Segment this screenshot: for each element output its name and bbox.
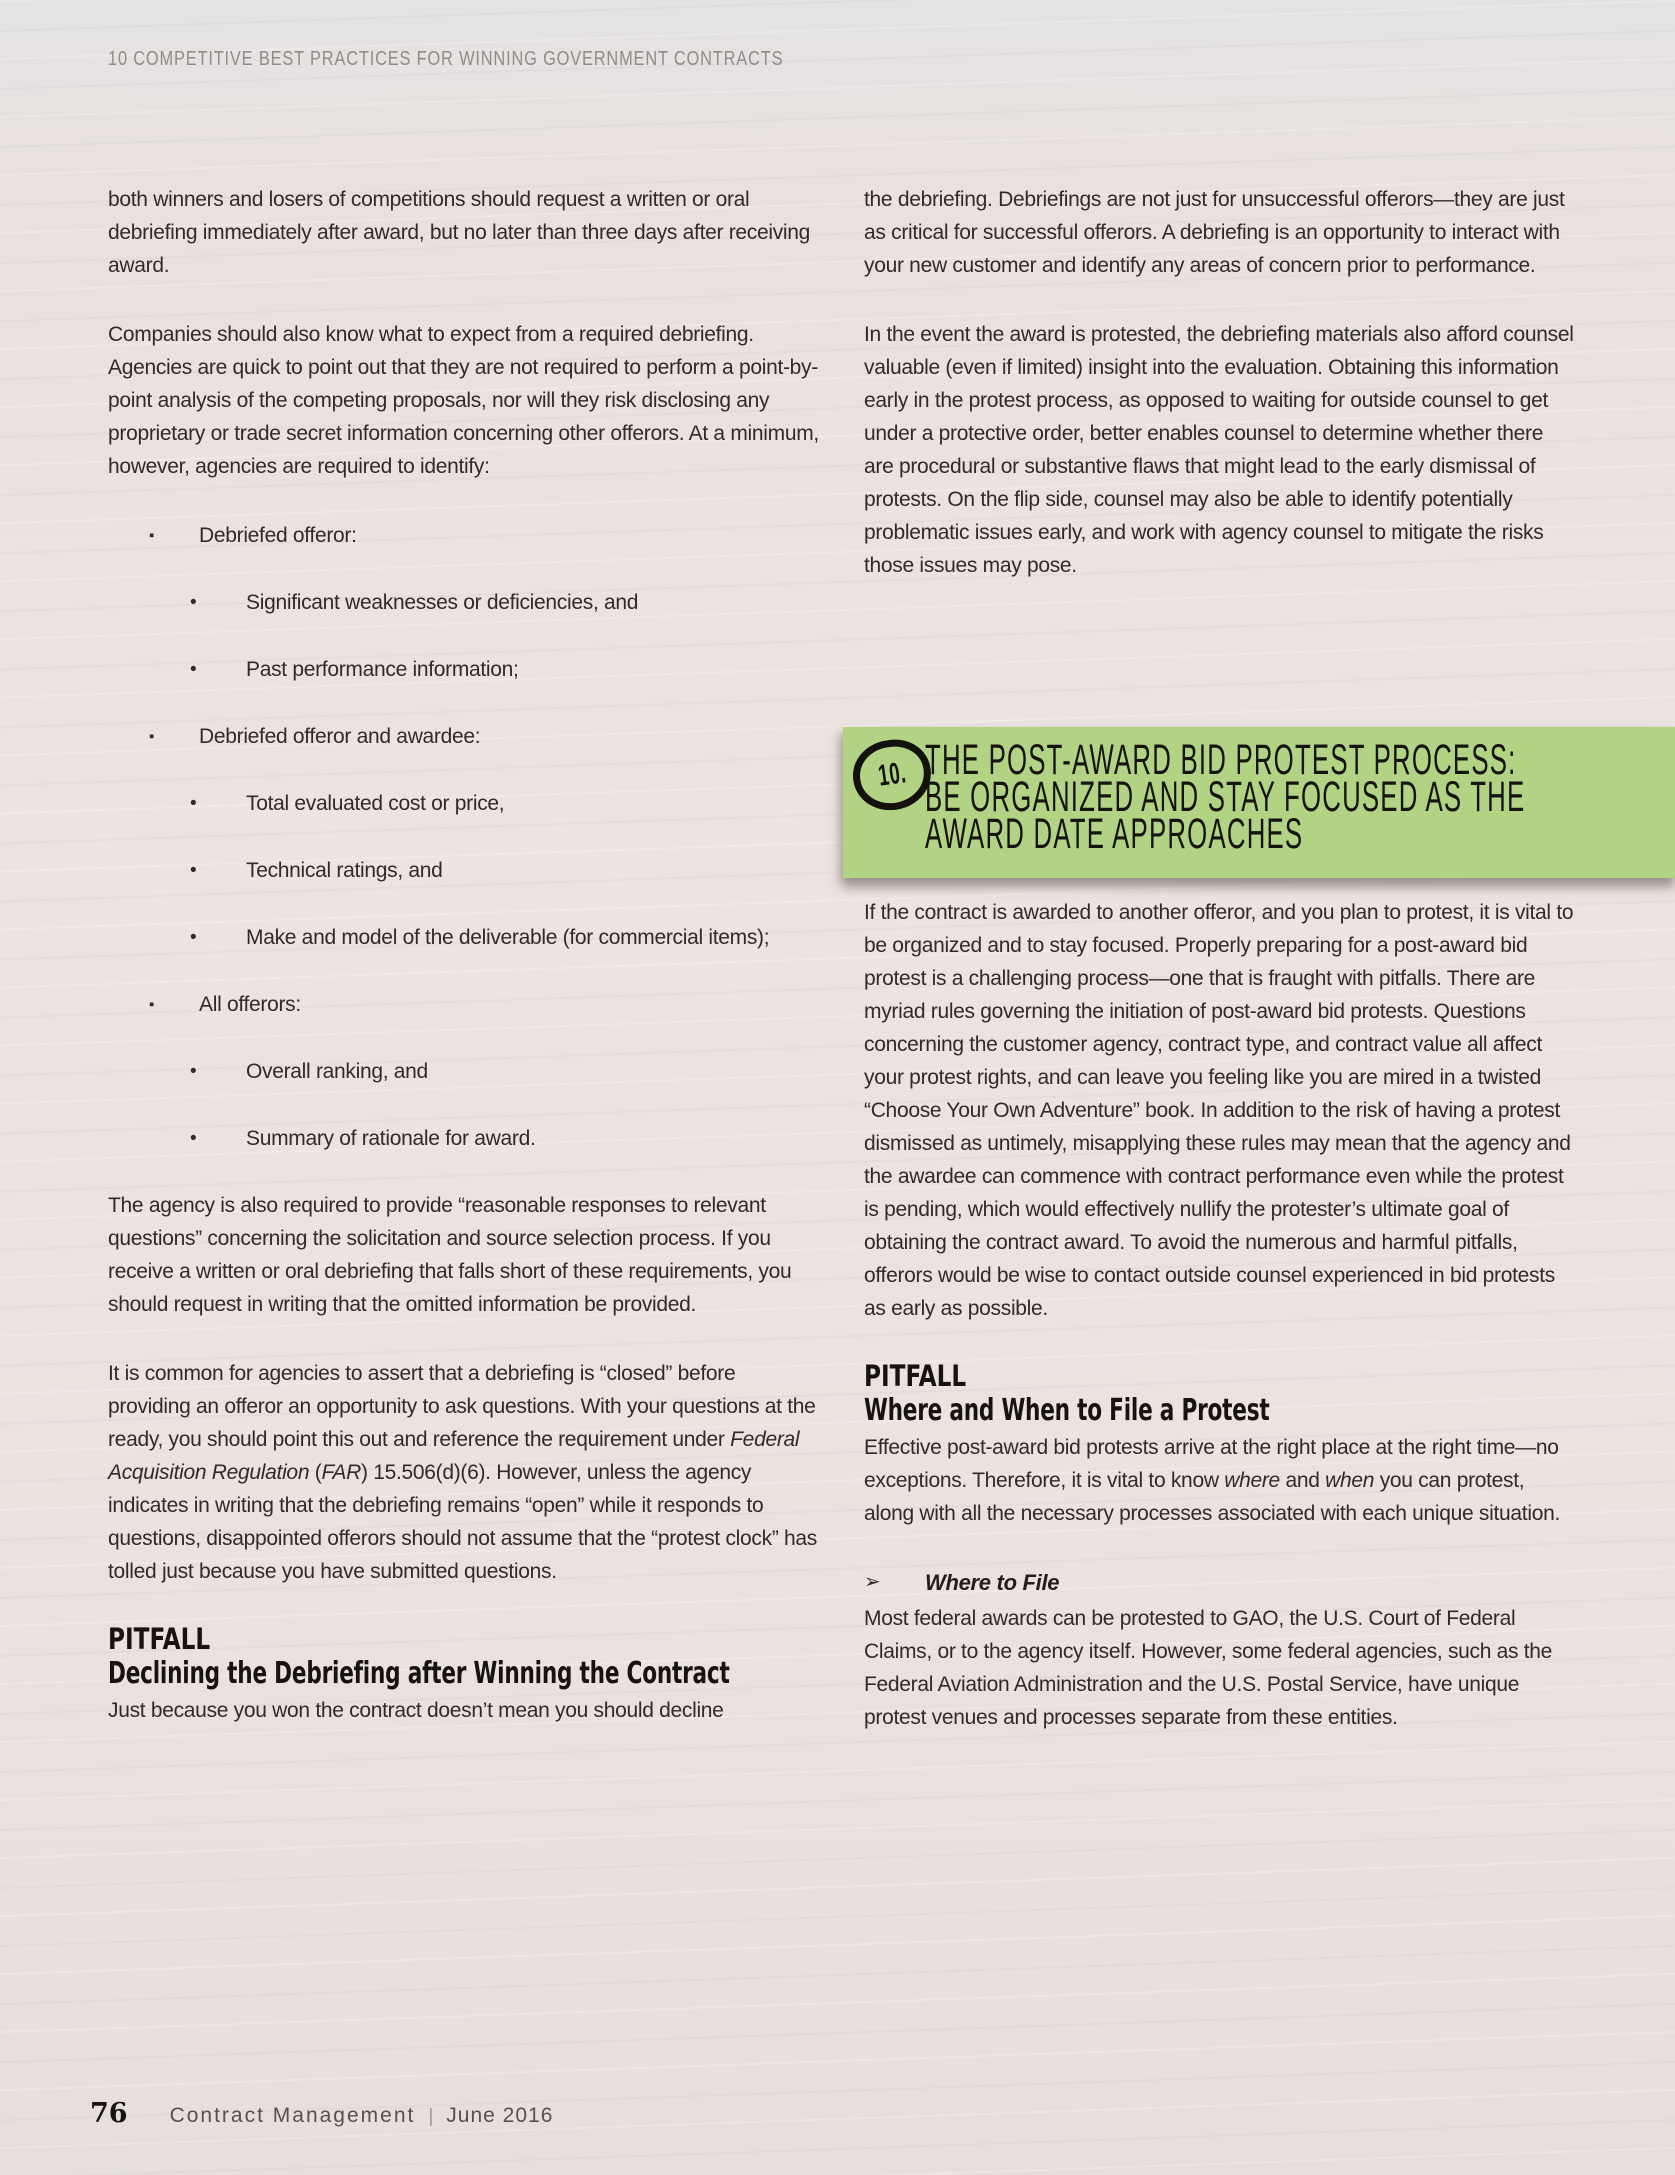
sub-bullet-item bbox=[108, 586, 820, 619]
pitfall-kicker: PITFALL bbox=[864, 1359, 967, 1393]
dot-bullet-icon: • bbox=[190, 1128, 197, 1149]
dot-bullet-icon: • bbox=[190, 592, 197, 613]
paragraph: the debriefing. Debriefings are not just for unsuccessful offerors—they are just as critical for successful offerors. A debriefing is an opportunity to interact with your new customer and identify any areas of concern prior to performance. bbox=[864, 188, 1565, 277]
sub-bullet-label: Total evaluated cost or price, bbox=[246, 792, 505, 815]
sub-bullet-label: Summary of rationale for award. bbox=[246, 1127, 536, 1150]
section-heading-box bbox=[843, 727, 1675, 878]
sub-bullet-label: Make and model of the deliverable (for commercial items); bbox=[246, 926, 770, 949]
publication-name: Contract Management bbox=[169, 2104, 416, 2127]
sub-bullet-item bbox=[108, 787, 820, 820]
dot-bullet-icon: • bbox=[190, 1061, 197, 1082]
dot-bullet-icon: • bbox=[190, 927, 197, 948]
section-number: 10. bbox=[875, 756, 908, 793]
sub-bullet-item bbox=[108, 921, 820, 954]
sub-bullet-label: Technical ratings, and bbox=[246, 859, 443, 882]
sub-bullet-label: Overall ranking, and bbox=[246, 1060, 428, 1083]
italic-text-segment: when bbox=[1325, 1469, 1375, 1492]
bullet-label: All offerors: bbox=[199, 993, 301, 1016]
italic-text-segment: where bbox=[1224, 1469, 1280, 1492]
pitfall-body: Just because you won the contract doesn’t mean you should decline bbox=[108, 1699, 724, 1722]
right-column-bottom bbox=[864, 896, 1576, 1770]
pitfall-title: Where and When to File a Protest bbox=[864, 1393, 1270, 1428]
bullet-list bbox=[108, 519, 820, 1155]
bullet-item bbox=[108, 519, 820, 552]
paragraph: The agency is also required to provide “reasonable responses to relevant questions” concerning the solicitation and source selection process. If you receive a written or oral debriefing that falls short of these requirements, you should request in writing that the omitted information be provided. bbox=[108, 1194, 792, 1316]
sub-bullet-item bbox=[108, 1055, 820, 1088]
italic-text-segment: FAR bbox=[321, 1461, 361, 1484]
issue-date: June 2016 bbox=[446, 2104, 554, 2127]
text-segment: ( bbox=[309, 1461, 322, 1484]
sub-bullet-item bbox=[108, 1122, 820, 1155]
sub-bullet-item bbox=[108, 653, 820, 686]
bullet-label: Debriefed offeror: bbox=[199, 524, 357, 547]
square-bullet-icon: ▪ bbox=[149, 996, 155, 1013]
dot-bullet-icon: • bbox=[190, 860, 197, 881]
dot-bullet-icon: • bbox=[190, 793, 197, 814]
section-heading-line: BE ORGANIZED AND STAY FOCUSED AS THE bbox=[925, 773, 1526, 821]
text-segment: It is common for agencies to assert that a debriefing is “closed” before providing an offeror an opportunity to ask questions. With your questions at the ready, you should point this out and reference the requirement under bbox=[108, 1362, 816, 1451]
bullet-label: Debriefed offeror and awardee: bbox=[199, 725, 481, 748]
text-segment: and bbox=[1279, 1469, 1326, 1492]
sub-bullet-label: Significant weaknesses or deficiencies, and bbox=[246, 591, 639, 614]
pitfall-section bbox=[108, 1624, 820, 1727]
section-heading-line: AWARD DATE APPROACHES bbox=[925, 810, 1304, 858]
square-bullet-icon: ▪ bbox=[149, 527, 155, 544]
arrow-bullet-icon: ➢ bbox=[864, 1571, 881, 1593]
paragraph: In the event the award is protested, the debriefing materials also afford counsel valuable (even if limited) insight into the evaluation. Obtaining this information early in the protest process, as opposed to waiting for outside counsel to get under a protective order, better enables counsel to determine whether there are procedural or substantive flaws that might lead to the early dismissal of protests. On the flip side, counsel may also be able to identify potentially problematic issues early, and work with agency counsel to mitigate the risks those issues may pose. bbox=[864, 323, 1574, 577]
where-to-file-title: Where to File bbox=[925, 1570, 1060, 1595]
pitfall-kicker: PITFALL bbox=[108, 1622, 211, 1656]
footer-divider: | bbox=[428, 2106, 434, 2127]
pitfall-body bbox=[864, 1431, 1576, 1530]
right-column-top bbox=[864, 183, 1576, 618]
page-number: 76 bbox=[90, 2098, 128, 2129]
paragraph: both winners and losers of competitions should request a written or oral debriefing immediately after award, but no later than three days after receiving award. bbox=[108, 188, 811, 277]
text-segment: Effective post-award bid protests arrive at the right place at the right time—no exceptions. Therefore, it is vital to know bbox=[864, 1436, 1559, 1492]
pitfall-title: Declining the Debriefing after Winning the Contract bbox=[108, 1656, 730, 1691]
section-heading-line: THE POST-AWARD BID PROTEST PROCESS: bbox=[925, 736, 1517, 784]
italic-text-segment: Federal Acquisition Regulation bbox=[108, 1428, 800, 1484]
page-footer bbox=[90, 2098, 553, 2129]
paragraph: Most federal awards can be protested to GAO, the U.S. Court of Federal Claims, or to the agency itself. However, some federal agencies, such as the Federal Aviation Administration and the U.S. Postal Service, have unique protest venues and processes separate from these entities. bbox=[864, 1607, 1553, 1729]
section-heading bbox=[925, 736, 1675, 858]
left-column bbox=[108, 183, 820, 1763]
where-to-file-heading bbox=[864, 1566, 1576, 1599]
dot-bullet-icon: • bbox=[190, 659, 197, 680]
running-header-text: 10 COMPETITIVE BEST PRACTICES FOR WINNING GOVERNMENT CONTRACTS bbox=[108, 48, 784, 70]
text-segment: ) 15.506(d)(6). However, unless the agency indicates in writing that the debriefing remains “open” while it responds to questions, disappointed offerors should not assume that the “protest clock” has tolled just because you have submitted questions. bbox=[108, 1461, 818, 1583]
circled-number-badge bbox=[849, 735, 936, 815]
paragraph: If the contract is awarded to another offeror, and you plan to protest, it is vital to be organized and to stay focused. Properly preparing for a post-award bid protest is a challenging process—one that is fraught with pitfalls. There are myriad rules governing the initiation of post-award bid protests. Questions concerning the customer agency, contract type, and contract value all affect your protest rights, and can leave you feeling like you are mired in a twisted “Choose Your Own Adventure” book. In addition to the risk of having a protest dismissed as untimely, misapplying these rules may mean that the agency and the awardee can commence with contract performance even while the protest is pending, which would effectively nullify the protester’s ultimate goal of obtaining the contract award. To avoid the numerous and harmful pitfalls, offerors would be wise to contact outside counsel experienced in bid protests as early as possible. bbox=[864, 901, 1574, 1320]
paragraph bbox=[108, 1357, 820, 1588]
paragraph: Companies should also know what to expect from a required debriefing. Agencies are quick to point out that they are not required to perform a point-by-point analysis of the competing proposals, nor will they risk disclosing any proprietary or trade secret information concerning other offerors. At a minimum, however, agencies are required to identify: bbox=[108, 323, 819, 478]
sub-bullet-item bbox=[108, 854, 820, 887]
running-header bbox=[108, 48, 932, 71]
text-segment: you can protest, along with all the necessary processes associated with each unique situation. bbox=[864, 1469, 1560, 1525]
bullet-item bbox=[108, 720, 820, 753]
sub-bullet-label: Past performance information; bbox=[246, 658, 519, 681]
square-bullet-icon: ▪ bbox=[149, 728, 155, 745]
bullet-item bbox=[108, 988, 820, 1021]
pitfall-section bbox=[864, 1361, 1576, 1530]
